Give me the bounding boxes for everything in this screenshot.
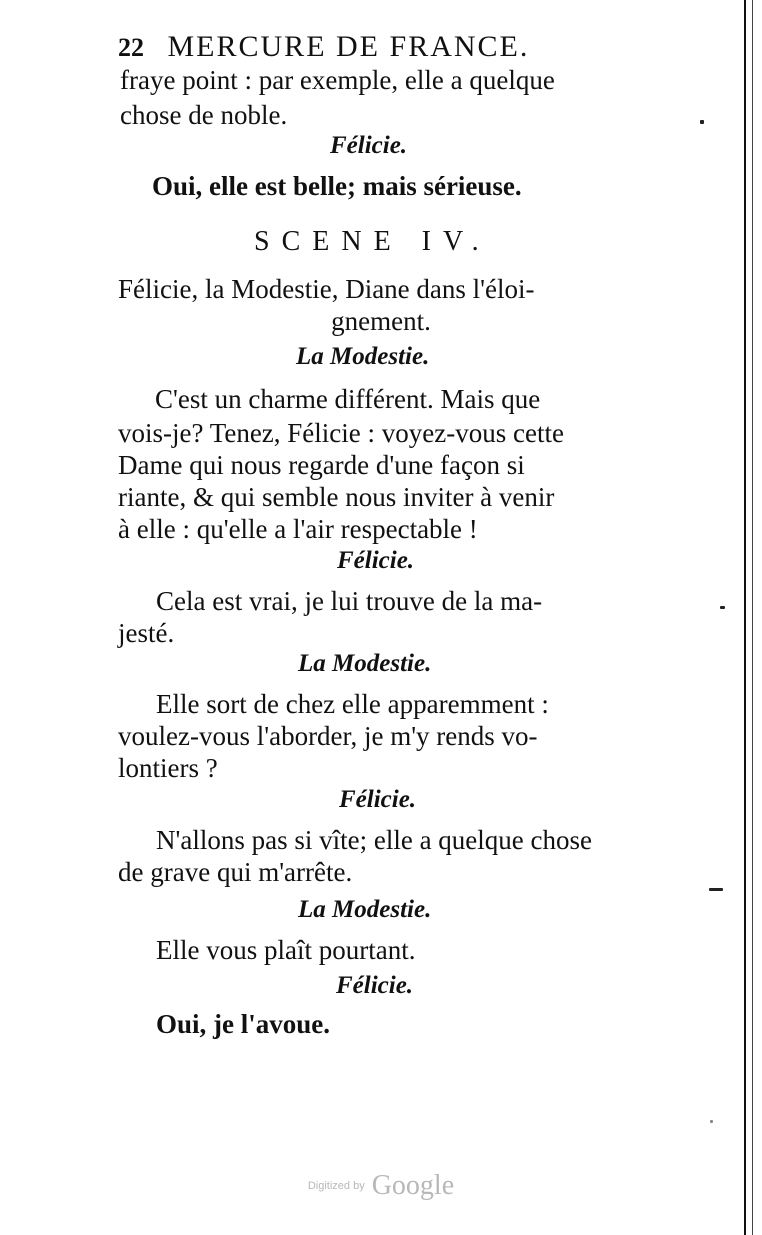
speaker-name: Félicie.: [330, 132, 408, 159]
stage-direction: Félicie, la Modestie, Diane dans l'éloi-: [118, 274, 535, 304]
text-line: Cela est vrai, je lui trouve de la ma-: [156, 586, 543, 616]
text-line: vois-je? Tenez, Félicie : voyez-vous cette: [118, 418, 564, 448]
text-line: fraye point : par exemple, elle a quelque: [120, 65, 555, 95]
stage-direction: gnement.: [331, 306, 431, 336]
text-line: de grave qui m'arrête.: [118, 857, 353, 887]
digitized-by-google-watermark: [0, 1170, 762, 1202]
scene-title: SCENE IV.: [254, 226, 491, 257]
text-line: à elle : qu'elle a l'air respectable !: [118, 514, 478, 544]
page-edge-line: [744, 0, 746, 1235]
running-header: [118, 30, 588, 64]
speaker-name: Félicie.: [339, 786, 417, 813]
speaker-name: La Modestie.: [298, 896, 432, 923]
text-line: Dame qui nous regarde d'une façon si: [118, 450, 525, 480]
page-number: 22: [118, 33, 144, 62]
text-line: Oui, elle est belle; mais sérieuse.: [152, 171, 522, 201]
text-line: lontiers ?: [118, 753, 218, 783]
speaker-name: Félicie.: [337, 547, 415, 574]
scan-speck: [720, 606, 725, 609]
speaker-name: La Modestie.: [298, 650, 432, 677]
text-line: jesté.: [118, 618, 175, 648]
speaker-name: La Modestie.: [296, 343, 430, 370]
text-line: voulez-vous l'aborder, je m'y rends vo-: [118, 721, 538, 751]
watermark-prefix: Digitized by: [307, 1180, 365, 1192]
text-line: Oui, je l'avoue.: [156, 1009, 330, 1039]
text-line: N'allons pas si vîte; elle a quelque chose: [156, 825, 592, 855]
text-line: riante, & qui semble nous inviter à venir: [118, 482, 555, 512]
text-line: Elle vous plaît pourtant.: [156, 935, 416, 965]
text-line: chose de noble.: [120, 100, 288, 130]
speaker-name: Félicie.: [336, 972, 414, 999]
scan-speck: [709, 888, 723, 891]
running-title: MERCURE DE FRANCE.: [167, 30, 530, 63]
text-line: C'est un charme différent. Mais que: [155, 384, 541, 414]
scan-speck: [700, 120, 704, 124]
page-edge-line-secondary: [752, 0, 753, 1235]
text-line: Elle sort de chez elle apparemment :: [156, 689, 549, 719]
watermark-brand: Google: [371, 1170, 455, 1201]
scan-speck: [710, 1120, 713, 1123]
